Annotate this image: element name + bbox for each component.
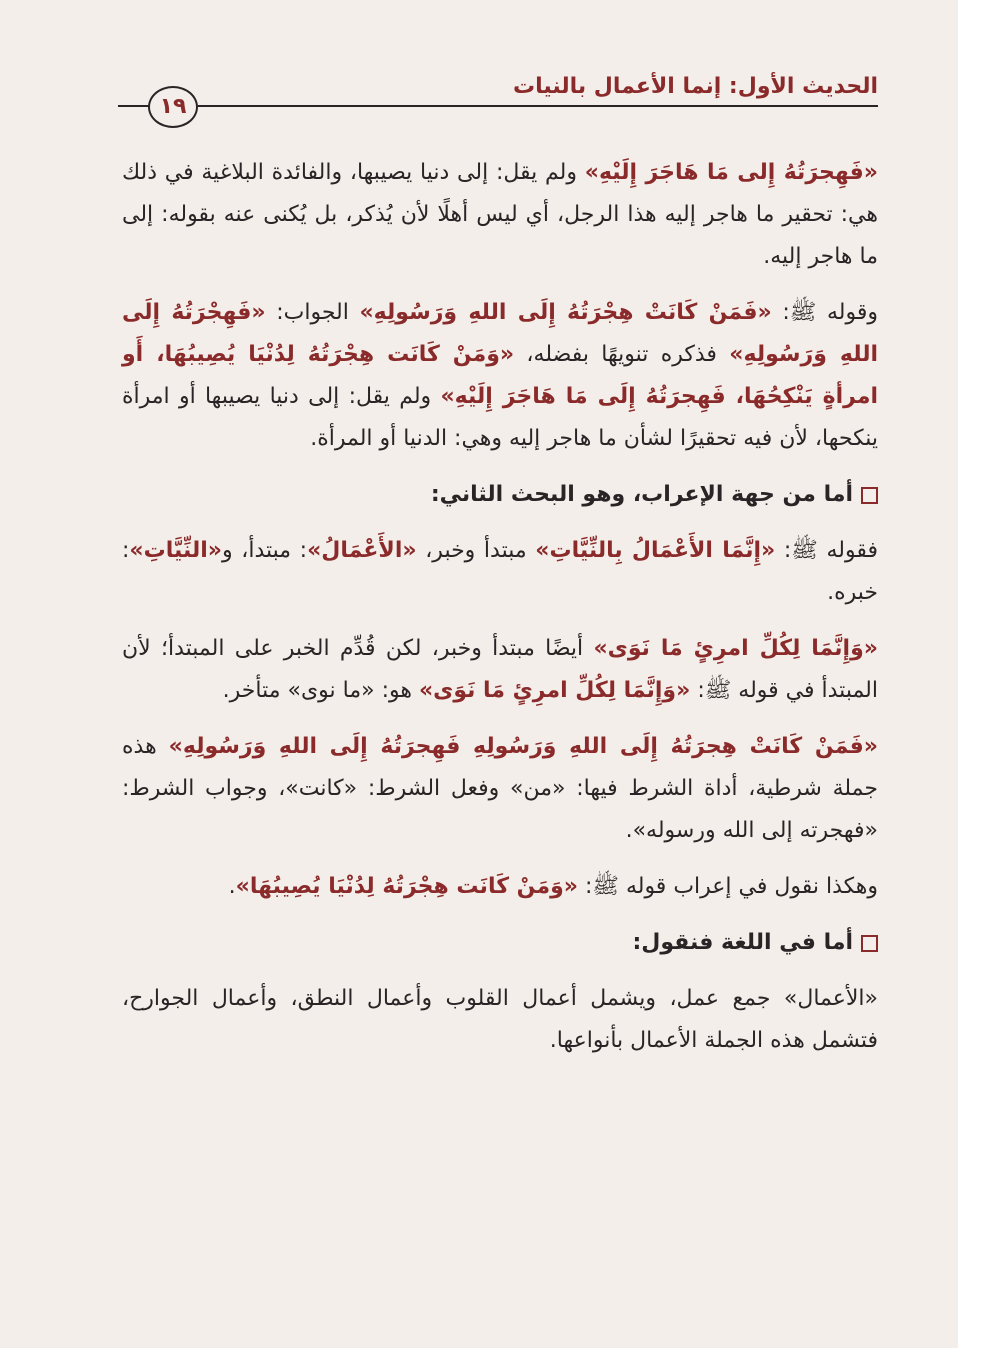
body-text: أيضًا مبتدأ وخبر، لكن قُدِّم الخبر على المبتدأ؛ لأن المبتدأ في قوله ﷺ: (122, 636, 878, 703)
hadith-quote: «فَمَنْ كَانَتْ هِجْرَتُهُ إِلَى اللهِ وَرَسُولِهِ» (359, 300, 772, 325)
body-text: ولم يقل: إلى دنيا يصيبها أو امرأة ينكحها، لأن فيه تحقيرًا لشأن ما هاجر إليه وهي: الدنيا أو المرأة. (122, 384, 878, 451)
section-heading (122, 922, 878, 964)
body-text: وقوله ﷺ: (771, 300, 878, 325)
hadith-quote: «وَمَنْ كَانَت هِجْرَتُهُ لِدُنْيَا يُصِيبُهَا» (235, 874, 578, 899)
body-text: وهكذا نقول في إعراب قوله ﷺ: (577, 874, 878, 899)
heading-text: أما في اللغة فنقول: (632, 930, 853, 955)
square-bullet-icon (861, 487, 878, 504)
body-text: : خبره. (122, 538, 878, 605)
page-body (122, 152, 878, 1076)
hadith-quote: «النِّيَّاتِ» (129, 538, 222, 563)
paragraph (122, 726, 878, 852)
body-text: هذه جملة شرطية، أداة الشرط فيها: «من» وفعل الشرط: «كانت»، وجواب الشرط: «فهجرته إلى الله ورسوله». (122, 734, 878, 843)
page-margin-strip (958, 0, 988, 1348)
body-text: «الأعمال» جمع عمل، ويشمل أعمال القلوب وأعمال النطق، وأعمال الجوارح، فتشمل هذه الجملة الأعمال بأنواعها. (122, 986, 878, 1053)
square-bullet-icon (861, 935, 878, 952)
hadith-quote: «فَهِجْرَتُهُ إِلَى اللهِ وَرَسُولِهِ» (122, 300, 878, 367)
header-rule-left (118, 105, 150, 107)
running-title: الحديث الأول: إنما الأعمال بالنيات (503, 72, 878, 102)
body-text: فذكره تنويهًا بفضله، (514, 342, 730, 367)
hadith-quote: «الأَعْمَالُ» (307, 538, 417, 563)
section-heading (122, 474, 878, 516)
hadith-quote: «وَمَنْ كَانَت هِجْرَتُهُ لِدُنْيَا يُصِيبُهَا، أَو امرأةٍ يَنْكِحُهَا، فَهِجرَتُهُ إِلَى مَا هَاجَرَ إِلَيْهِ» (122, 342, 878, 409)
paragraph (122, 292, 878, 460)
hadith-quote: «وَإِنَّمَا لِكُلِّ امرِئٍ مَا نَوَى» (418, 678, 691, 703)
paragraph (122, 152, 878, 278)
body-text: هو: «ما نوى» متأخر. (222, 678, 419, 703)
hadith-quote: «فَمَنْ كَانَتْ هِجرَتُهُ إِلَى اللهِ وَرَسُولِهِ فَهِجرَتُهُ إِلَى اللهِ وَرَسُولِهِ» (168, 734, 878, 759)
hadith-quote: «وَإِنَّمَا لِكُلِّ امرِئٍ مَا نَوَى» (593, 636, 878, 661)
heading-text: أما من جهة الإعراب، وهو البحث الثاني: (430, 482, 853, 507)
hadith-quote: «فَهِجرَتُهُ إِلى مَا هَاجَرَ إِلَيْهِ» (584, 160, 878, 185)
hadith-quote: «إِنَّمَا الأَعْمَالُ بِالنِّيَّاتِ» (535, 538, 776, 563)
body-text: مبتدأ وخبر، (416, 538, 536, 563)
body-text: ولم يقل: إلى دنيا يصيبها، والفائدة البلاغية في ذلك هي: تحقير ما هاجر إليه هذا الرجل، أي ليس أهلًا لأن يُذكر، بل يُكنى عنه بقوله: إلى ما هاجر إليه. (122, 160, 878, 269)
body-text: . (228, 874, 236, 899)
paragraph (122, 866, 878, 908)
page-header (118, 72, 878, 132)
paragraph (122, 530, 878, 614)
body-text: الجواب: (265, 300, 360, 325)
paragraph (122, 628, 878, 712)
page-number: ١٩ (148, 86, 198, 128)
paragraph (122, 978, 878, 1062)
body-text: فقوله ﷺ: (775, 538, 879, 563)
header-rule (198, 105, 878, 107)
body-text: : مبتدأ، و (221, 538, 308, 563)
